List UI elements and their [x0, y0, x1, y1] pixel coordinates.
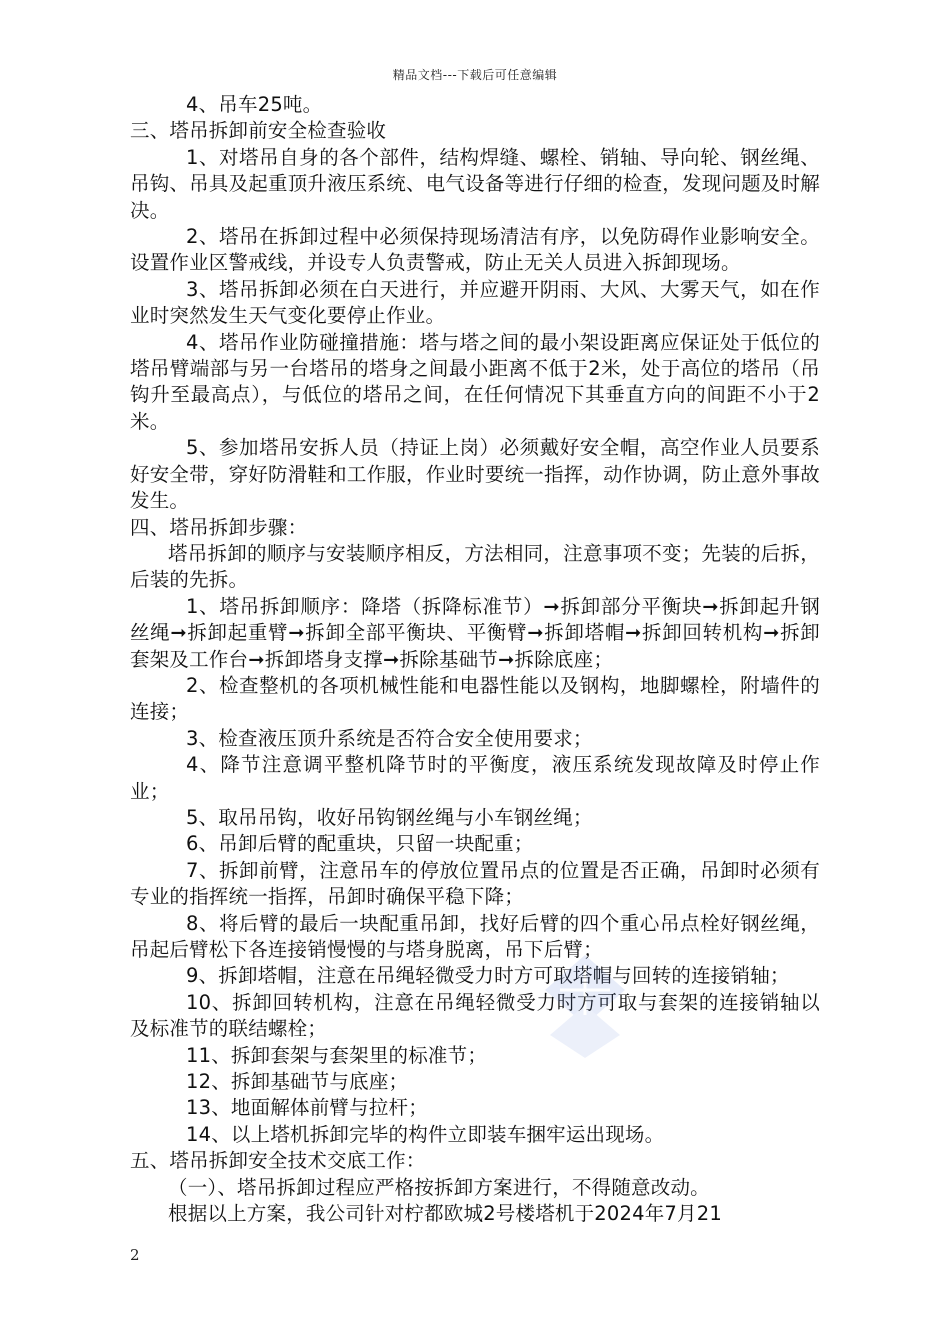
paragraph: 4、降节注意调平整机降节时的平衡度，液压系统发现故障及时停止作业； [130, 753, 820, 803]
paragraph: 6、吊卸后臂的配重块，只留一块配重； [186, 832, 534, 856]
paragraph: 4、吊车25吨。 [186, 93, 323, 116]
paragraph: 4、塔吊作业防碰撞措施：塔与塔之间的最小架设距离应保证处于低位的塔吊臂端部与另一台塔吊的塔身之间最小距离不低于2米，处于高位的塔吊（吊钩升至最高点），与低位的塔吊之间，在任何情况下其垂直方向的间距不小于2米。 [130, 330, 820, 433]
paragraph: 5、取吊吊钩，收好吊钩钢丝绳与小车钢丝绳； [186, 805, 593, 829]
paragraph: 11、拆卸套架与套架里的标准节； [186, 1043, 488, 1067]
paragraph: 根据以上方案，我公司针对柠都欧城2号楼塔机于2024年7月21 [168, 1202, 722, 1226]
page-number: 2 [130, 1246, 140, 1264]
paragraph: 1、塔吊拆卸顺序：降塔（拆降标准节）➞拆卸部分平衡块➞拆卸起升钢丝绳➞拆卸起重臂➞拆卸全部平衡块、平衡臂➞拆卸塔帽➞拆卸回转机构➞拆卸套架及工作台➞拆卸塔身支撑➞拆除基础节➞拆除底座； [130, 594, 820, 671]
paragraph: 四、塔吊拆卸步骤： [130, 515, 308, 539]
paragraph: 塔吊拆卸的顺序与安装顺序相反，方法相同，注意事项不变；先装的后拆，后装的先拆。 [130, 541, 820, 592]
paragraph: 2、塔吊在拆卸过程中必须保持现场清洁有序，以免防碍作业影响安全。设置作业区警戒线，并设专人负责警戒，防止无关人员进入拆卸现场。 [130, 225, 820, 275]
paragraph: 五、塔吊拆卸安全技术交底工作： [130, 1149, 426, 1173]
paragraph: 7、拆卸前臂，注意吊车的停放位置吊点的位置是否正确，吊卸时必须有专业的指挥统一指挥，吊卸时确保平稳下降； [130, 858, 820, 909]
paragraph: 13、地面解体前臂与拉杆； [186, 1096, 428, 1120]
paragraph: 8、将后臂的最后一块配重吊卸，找好后臂的四个重心吊点栓好钢丝绳，吊起后臂松下各连接销慢慢的与塔身脱离，吊下后臂； [130, 911, 820, 961]
paragraph: 3、检查液压顶升系统是否符合安全使用要求； [186, 726, 593, 750]
paragraph: 10、拆卸回转机构，注意在吊绳轻微受力时方可取与套架的连接销轴以及标准节的联结螺栓； [130, 990, 820, 1041]
paragraph: 三、塔吊拆卸前安全检查验收 [130, 119, 387, 143]
paragraph: 12、拆卸基础节与底座； [186, 1070, 409, 1094]
paragraph: 1、对塔吊自身的各个部件，结构焊缝、螺栓、销轴、导向轮、钢丝绳、吊钩、吊具及起重顶升液压系统、电气设备等进行仔细的检查，发现问题及时解决。 [130, 145, 820, 222]
watermark-logo-icon [540, 950, 630, 1060]
page-header: 精品文档---下载后可任意编辑 [392, 68, 558, 82]
paragraph: 3、塔吊拆卸必须在白天进行，并应避开阴雨、大风、大雾天气，如在作业时突然发生天气变化要停止作业。 [130, 277, 820, 328]
paragraph: 5、参加塔吊安拆人员（持证上岗）必须戴好安全帽，高空作业人员要系好安全带，穿好防滑鞋和工作服，作业时要统一指挥，动作协调，防止意外事故发生。 [130, 436, 820, 513]
paragraph: （一）、塔吊拆卸过程应严格按拆卸方案进行，不得随意改动。 [168, 1175, 710, 1199]
document-body [130, 92, 820, 1227]
paragraph: 9、拆卸塔帽，注意在吊绳轻微受力时方可取塔帽与回转的连接销轴； [186, 964, 790, 988]
paragraph: 14、以上塔机拆卸完毕的构件立即装车捆牢运出现场。 [186, 1122, 665, 1146]
paragraph: 2、检查整机的各项机械性能和电器性能以及钢构，地脚螺栓，附墙件的连接； [130, 673, 820, 724]
